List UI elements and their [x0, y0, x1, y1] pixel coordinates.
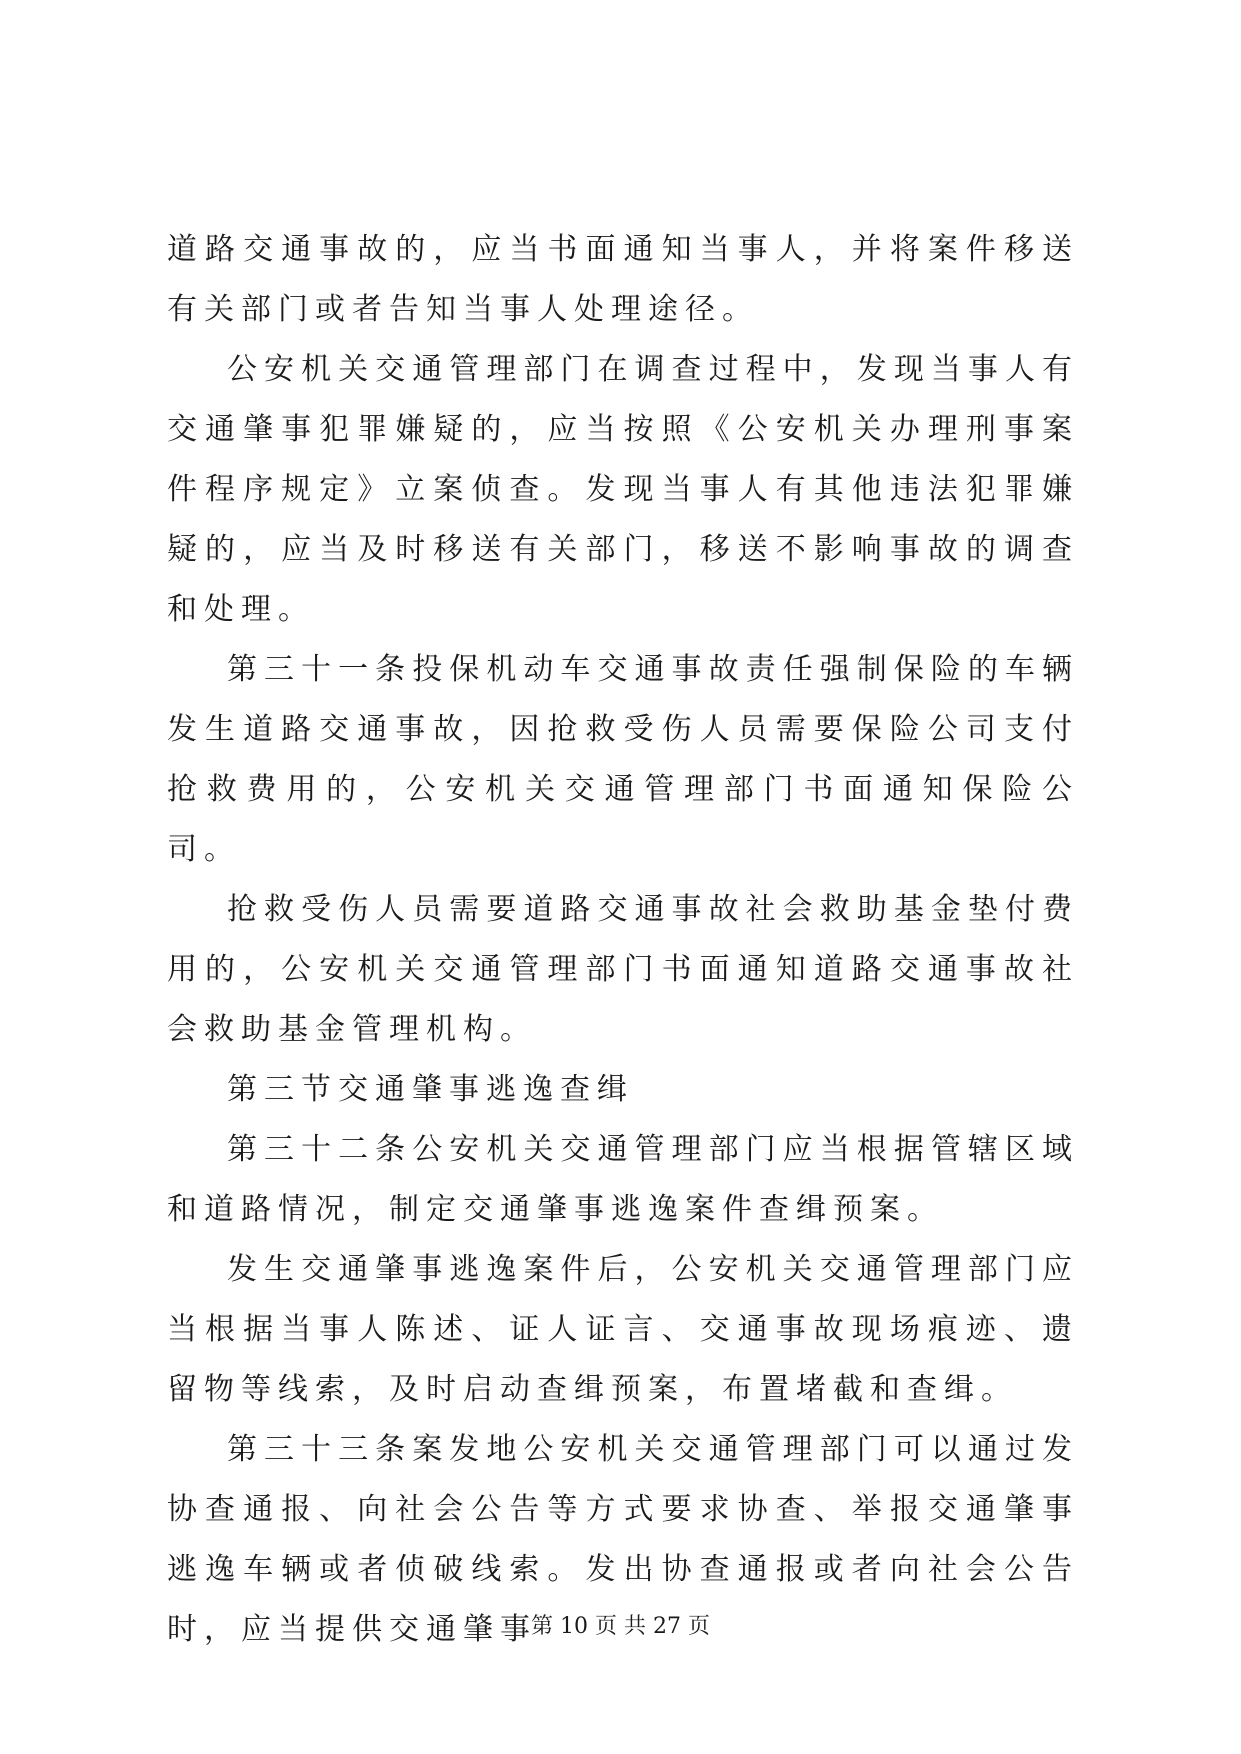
paragraph-article-31: 第三十一条投保机动车交通事故责任强制保险的车辆发生道路交通事故，因抢救受伤人员需要保险公司支付抢救费用的，公安机关交通管理部门书面通知保险公司。 — [167, 652, 1079, 867]
paragraph: 发生交通肇事逃逸案件后，公安机关交通管理部门应当根据当事人陈述、证人证言、交通事故现场痕迹、遗留物等线索，及时启动查缉预案，布置堵截和查缉。 — [167, 1252, 1079, 1407]
page-footer — [0, 1612, 1241, 1642]
paragraph: 抢救受伤人员需要道路交通事故社会救助基金垫付费用的，公安机关交通管理部门书面通知道路交通事故社会救助基金管理机构。 — [167, 892, 1079, 1047]
page-number: 第 10 页 共 27 页 — [531, 1614, 710, 1639]
paragraph: 公安机关交通管理部门在调查过程中，发现当事人有交通肇事犯罪嫌疑的，应当按照《公安机关办理刑事案件程序规定》立案侦查。发现当事人有其他违法犯罪嫌疑的，应当及时移送有关部门，移送不影响事故的调查和处理。 — [167, 352, 1079, 627]
paragraph-article-32: 第三十二条公安机关交通管理部门应当根据管辖区域和道路情况，制定交通肇事逃逸案件查缉预案。 — [167, 1132, 1079, 1227]
document-body — [167, 220, 1079, 1660]
section-heading: 第三节交通肇事逃逸查缉 — [227, 1072, 634, 1107]
paragraph-article-33: 第三十三条案发地公安机关交通管理部门可以通过发协查通报、向社会公告等方式要求协查、举报交通肇事逃逸车辆或者侦破线索。发出协查通报或者向社会公告时，应当提供交通肇事 — [167, 1432, 1079, 1647]
paragraph-continuation: 道路交通事故的，应当书面通知当事人，并将案件移送有关部门或者告知当事人处理途径。 — [167, 232, 1079, 327]
